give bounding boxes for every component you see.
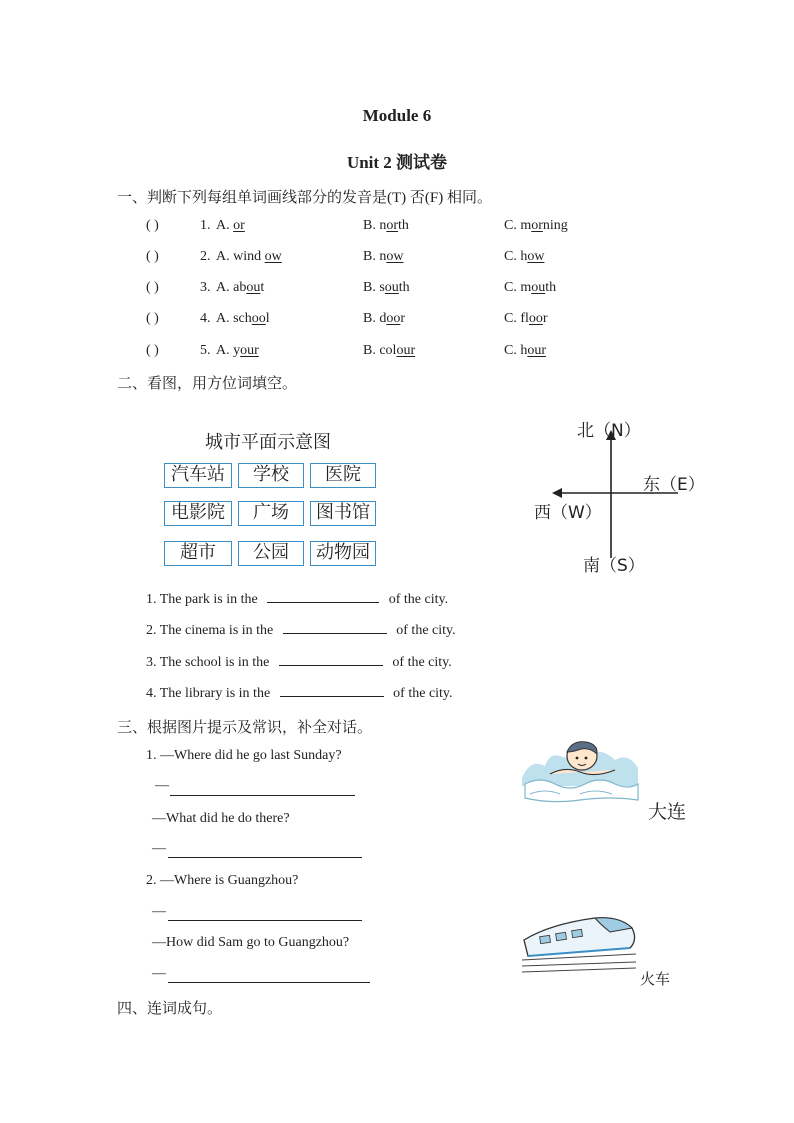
answer-paren[interactable]: ( ): [146, 343, 159, 358]
option-a: A. or: [216, 218, 245, 233]
map-cell-school: 学校: [238, 463, 304, 488]
option-c: C. floor: [504, 311, 548, 326]
option-b: B. south: [363, 280, 410, 295]
answer-line-2[interactable]: [168, 857, 362, 858]
image1-label: 大连: [648, 801, 687, 823]
s2-question-4: 4. The library is in the of the city.: [146, 686, 453, 701]
section4-heading: 四、连词成句。: [117, 1001, 223, 1017]
option-b: B. now: [363, 249, 404, 264]
compass-west: 西（W）: [534, 503, 602, 523]
s3-question-2b: —How did Sam go to Guangzhou?: [152, 935, 350, 950]
image2-label: 火车: [640, 970, 671, 988]
compass-north: 北（N）: [577, 421, 641, 441]
compass-east: 东（E）: [643, 475, 705, 495]
option-c: C. hour: [504, 343, 547, 358]
train-image: [520, 910, 640, 980]
answer-paren[interactable]: ( ): [146, 280, 159, 295]
item-number: 4.: [200, 311, 211, 326]
compass-south: 南（S）: [583, 556, 645, 576]
map-cell-hospital: 医院: [310, 463, 376, 488]
map-cell-park: 公园: [238, 541, 304, 566]
option-c: C. mouth: [504, 280, 557, 295]
item-number: 3.: [200, 280, 211, 295]
option-c: C. morning: [504, 218, 568, 233]
answer-blank[interactable]: [280, 696, 384, 697]
answer-paren[interactable]: ( ): [146, 311, 159, 326]
map-cell-library: 图书馆: [310, 501, 376, 526]
answer-blank[interactable]: [279, 665, 383, 666]
answer-blank[interactable]: [283, 633, 387, 634]
map-title: 城市平面示意图: [205, 432, 331, 453]
item-number: 2.: [200, 249, 211, 264]
answer-line-4[interactable]: [168, 982, 370, 983]
option-a: A. school: [216, 311, 270, 326]
dash: —: [152, 966, 166, 981]
dash: —: [152, 904, 166, 919]
s3-question-1b: —What did he do there?: [152, 811, 290, 826]
map-cell-zoo: 动物园: [310, 541, 376, 566]
option-c: C. how: [504, 249, 545, 264]
section3-heading: 三、根据图片提示及常识，补全对话。: [117, 720, 373, 736]
answer-line-1[interactable]: [170, 795, 355, 796]
option-a: A. about: [216, 280, 265, 295]
option-a: A. wind ow: [216, 249, 282, 264]
module-title: Module 6: [362, 106, 432, 125]
item-number: 5.: [200, 343, 211, 358]
s2-question-3: 3. The school is in the of the city.: [146, 655, 452, 670]
s2-question-1: 1. The park is in the of the city.: [146, 592, 449, 607]
swimmer-image: [520, 738, 640, 813]
section2-heading: 二、看图，用方位词填空。: [117, 376, 298, 392]
option-a: A. your: [216, 343, 259, 358]
answer-paren[interactable]: ( ): [146, 218, 159, 233]
dash: —: [155, 778, 169, 793]
answer-paren[interactable]: ( ): [146, 249, 159, 264]
map-cell-cinema: 电影院: [164, 501, 232, 526]
option-b: B. colour: [363, 343, 416, 358]
map-cell-supermarket: 超市: [164, 541, 232, 566]
answer-blank[interactable]: [267, 602, 379, 603]
dash: —: [152, 841, 166, 856]
s2-question-2: 2. The cinema is in the of the city.: [146, 623, 456, 638]
unit-title: Unit 2 测试卷: [346, 153, 448, 172]
map-cell-square: 广场: [238, 501, 304, 526]
item-number: 1.: [200, 218, 211, 233]
map-cell-bus-station: 汽车站: [164, 463, 232, 488]
section1-heading: 一、判断下列每组单词画线部分的发音是(T) 否(F) 相同。: [117, 190, 492, 206]
answer-line-3[interactable]: [168, 920, 362, 921]
option-b: B. north: [363, 218, 409, 233]
s3-question-1: 1. —Where did he go last Sunday?: [146, 748, 342, 763]
option-b: B. door: [363, 311, 406, 326]
compass-arrows: [550, 430, 680, 560]
s3-question-2: 2. —Where is Guangzhou?: [146, 873, 299, 888]
